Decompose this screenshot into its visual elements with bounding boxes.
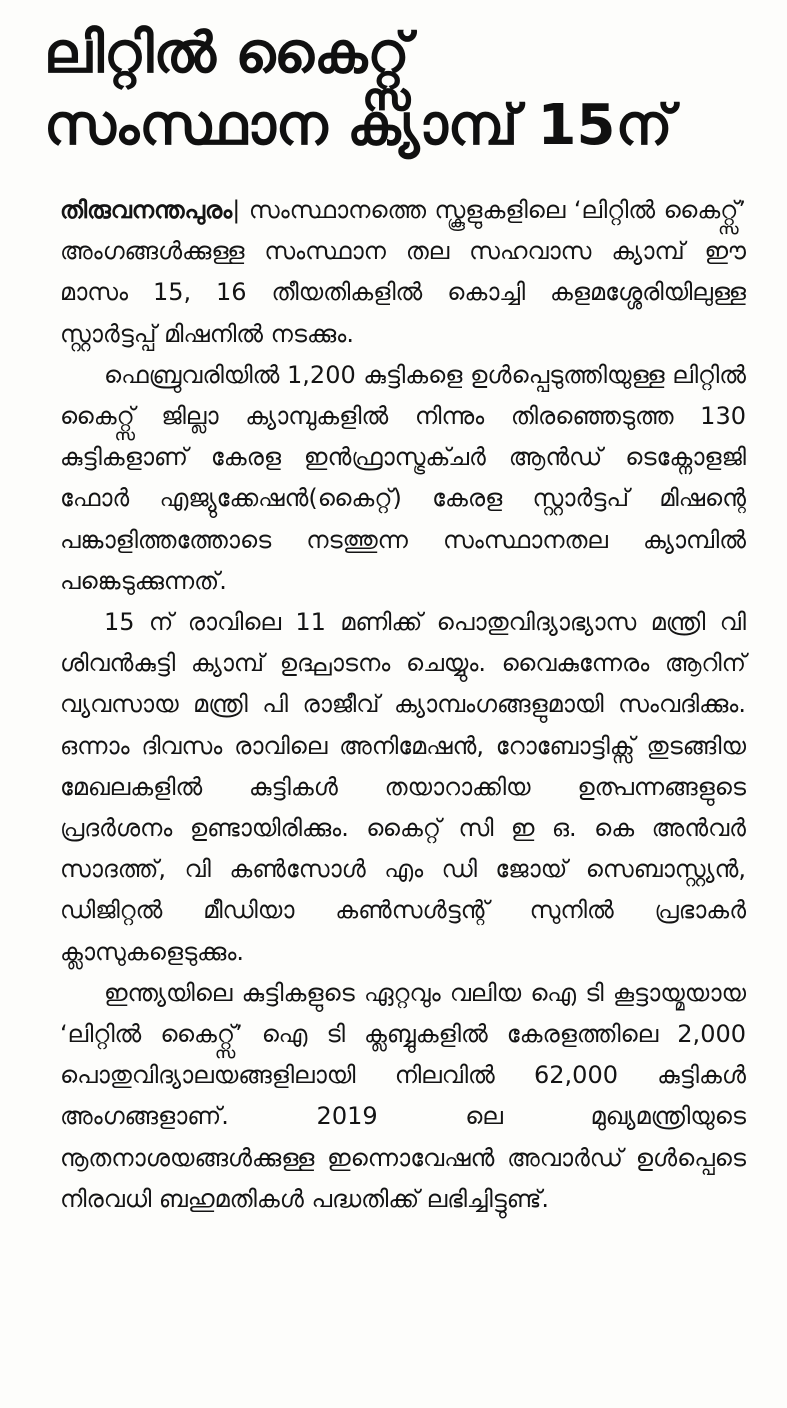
headline-line-1: ലിറ്റിൽ കൈറ്റ്സ് [44,21,410,86]
paragraph-1-text: സംസ്ഥാനത്തെ സ്കൂളുകളിലെ ‘ലിറ്റിൽ കൈറ്റ്സ്’ അംഗങ്ങൾക്കുള്ള സംസ്ഥാന തല സഹവാസ ക്യാമ്പ് ഈ മാസം 15, 16 തീയതികളിൽ കൊച്ചി കളമശ്ശേരിയിലുള്ള സ്റ്റാർട്ടപ്പ് മിഷനിൽ നടക്കും. [60,196,746,348]
paragraph-2: ഫെബ്രുവരിയിൽ 1,200 കുട്ടികളെ ഉൾപ്പെടുത്തിയുള്ള ലിറ്റിൽ കൈറ്റ്സ് ജില്ലാ ക്യാമ്പുകളിൽ നിന്നും തിരഞ്ഞെടുത്ത 130 കുട്ടികളാണ് കേരള ഇൻഫ്രാസ്ട്രക്ചർ ആൻഡ് ടെക്നോളജി ഫോർ എജ്യുക്കേഷൻ(കൈറ്റ്) കേരള സ്റ്റാർട്ടപ് മിഷന്റെ പങ്കാളിത്തത്തോടെ നടത്തുന്ന സംസ്ഥാനതല ക്യാമ്പിൽ പങ്കെടുക്കുന്നത്. [60,360,746,595]
headline-line-2: സംസ്ഥാന ക്യാമ്പ് 15ന് [44,93,673,158]
dateline-separator: | [232,196,241,224]
dateline: തിരുവനന്തപുരം [60,196,233,224]
paragraph-3: 15 ന് രാവിലെ 11 മണിക്ക് പൊതുവിദ്യാഭ്യാസ മന്ത്രി വി ശിവൻകുട്ടി ക്യാമ്പ് ഉദ്ഘാടനം ചെയ്യും. വൈകുന്നേരം ആറിന് വ്യവസായ മന്ത്രി പി രാജീവ് ക്യാമ്പംഗങ്ങളുമായി സംവദിക്കും. ഒന്നാം ദിവസം രാവിലെ അനിമേഷൻ, റോബോട്ടിക്സ് തുടങ്ങിയ മേഖലകളിൽ കുട്ടികൾ തയാറാക്കിയ ഉത്പന്നങ്ങളുടെ പ്രദർശനം ഉണ്ടായിരിക്കും. കൈറ്റ് സി ഇ ഒ. കെ അൻവർ സാദത്ത്, വി കൺസോൾ എം ഡി ജോയ് സെബാസ്റ്റ്യൻ, ഡിജിറ്റൽ മീഡിയാ കൺസൾട്ടന്റ് സുനിൽ പ്രഭാകർ ക്ലാസുകളെടുക്കും. [60,608,746,966]
paragraph-1 [60,190,746,355]
headline [44,18,764,162]
article-body [60,190,746,1220]
paragraph-4: ഇന്ത്യയിലെ കുട്ടികളുടെ ഏറ്റവും വലിയ ഐ ടി കൂട്ടായ്മയായ ‘ലിറ്റിൽ കൈറ്റ്സ്’ ഐ ടി ക്ലബ്ബുകളിൽ കേരളത്തിലെ 2,000 പൊതുവിദ്യാലയങ്ങളിലായി നിലവിൽ 62,000 കുട്ടികൾ അംഗങ്ങളാണ്. 2019 ലെ മുഖ്യമന്ത്രിയുടെ നൂതനാശയങ്ങൾക്കുള്ള ഇന്നൊവേഷൻ അവാർഡ് ഉൾപ്പെടെ നിരവധി ബഹുമതികൾ പദ്ധതിക്ക് ലഭിച്ചിട്ടുണ്ട്. [60,978,746,1213]
